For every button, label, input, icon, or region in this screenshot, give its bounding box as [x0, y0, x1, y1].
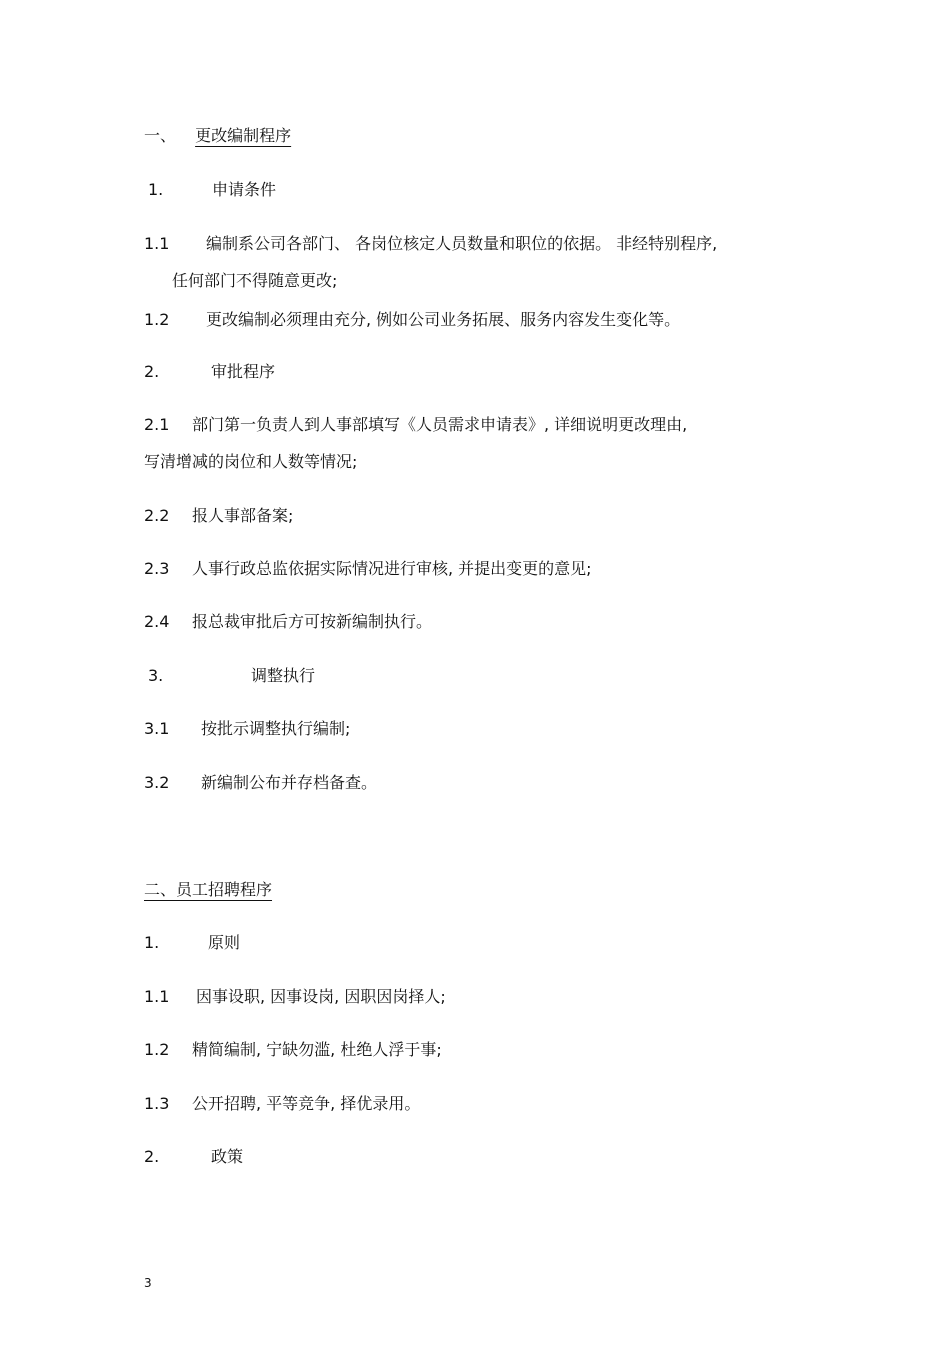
page-number: 3 [144, 1276, 152, 1290]
item-number: 2. [144, 362, 160, 381]
list-item [144, 987, 446, 1007]
list-item [144, 719, 351, 739]
list-item [144, 559, 592, 579]
section-2-heading: 二、员工招聘程序 [144, 880, 273, 899]
item-text: 调整执行 [251, 666, 316, 685]
section-1-heading [144, 126, 291, 146]
list-item [148, 666, 316, 686]
item-number: 2.1 [144, 415, 170, 434]
item-text: 报总裁审批后方可按新编制执行。 [192, 612, 433, 631]
list-item [144, 773, 378, 793]
item-text: 审批程序 [211, 362, 276, 381]
item-text-continuation: 写清增减的岗位和人数等情况; [144, 452, 358, 471]
list-item [144, 310, 681, 330]
item-number: 2.3 [144, 559, 170, 578]
item-number: 2.2 [144, 506, 170, 525]
item-number: 2.4 [144, 612, 170, 631]
item-number: 3. [148, 666, 164, 685]
item-number: 1.1 [144, 234, 170, 253]
item-text: 精简编制, 宁缺勿滥, 杜绝人浮于事; [192, 1040, 442, 1059]
list-item [144, 612, 433, 632]
list-item [144, 362, 276, 382]
item-text: 部门第一负责人到人事部填写《人员需求申请表》, 详细说明更改理由, [192, 415, 688, 434]
item-text: 更改编制必须理由充分, 例如公司业务拓展、服务内容发生变化等。 [206, 310, 681, 329]
item-text: 编制系公司各部门、 各岗位核定人员数量和职位的依据。 非经特别程序, [206, 234, 718, 253]
item-number: 1.1 [144, 987, 170, 1006]
item-number: 1.2 [144, 310, 170, 329]
item-text: 政策 [211, 1147, 244, 1166]
item-number: 3.2 [144, 773, 170, 792]
list-item [144, 1094, 421, 1114]
item-number: 1.2 [144, 1040, 170, 1059]
section-1-heading-title: 更改编制程序 [195, 126, 292, 145]
item-text: 新编制公布并存档备查。 [201, 773, 378, 792]
list-item [144, 1040, 442, 1060]
item-number: 1.3 [144, 1094, 170, 1113]
section-1-heading-prefix: 一、 [144, 126, 177, 145]
item-text: 报人事部备案; [192, 506, 294, 525]
list-item [144, 234, 718, 254]
list-item [144, 415, 688, 435]
item-number: 3.1 [144, 719, 170, 738]
item-number: 1. [148, 180, 164, 199]
item-text: 申请条件 [212, 180, 277, 199]
list-item [144, 933, 241, 953]
item-number: 2. [144, 1147, 160, 1166]
list-item [144, 1147, 244, 1167]
item-text-continuation: 任何部门不得随意更改; [172, 271, 338, 290]
item-text: 按批示调整执行编制; [201, 719, 351, 738]
list-item [144, 506, 294, 526]
item-text: 公开招聘, 平等竞争, 择优录用。 [192, 1094, 421, 1113]
item-number: 1. [144, 933, 160, 952]
list-item [148, 180, 277, 200]
item-text: 原则 [208, 933, 241, 952]
item-text: 人事行政总监依据实际情况进行审核, 并提出变更的意见; [192, 559, 592, 578]
item-text: 因事设职, 因事设岗, 因职因岗择人; [196, 987, 446, 1006]
